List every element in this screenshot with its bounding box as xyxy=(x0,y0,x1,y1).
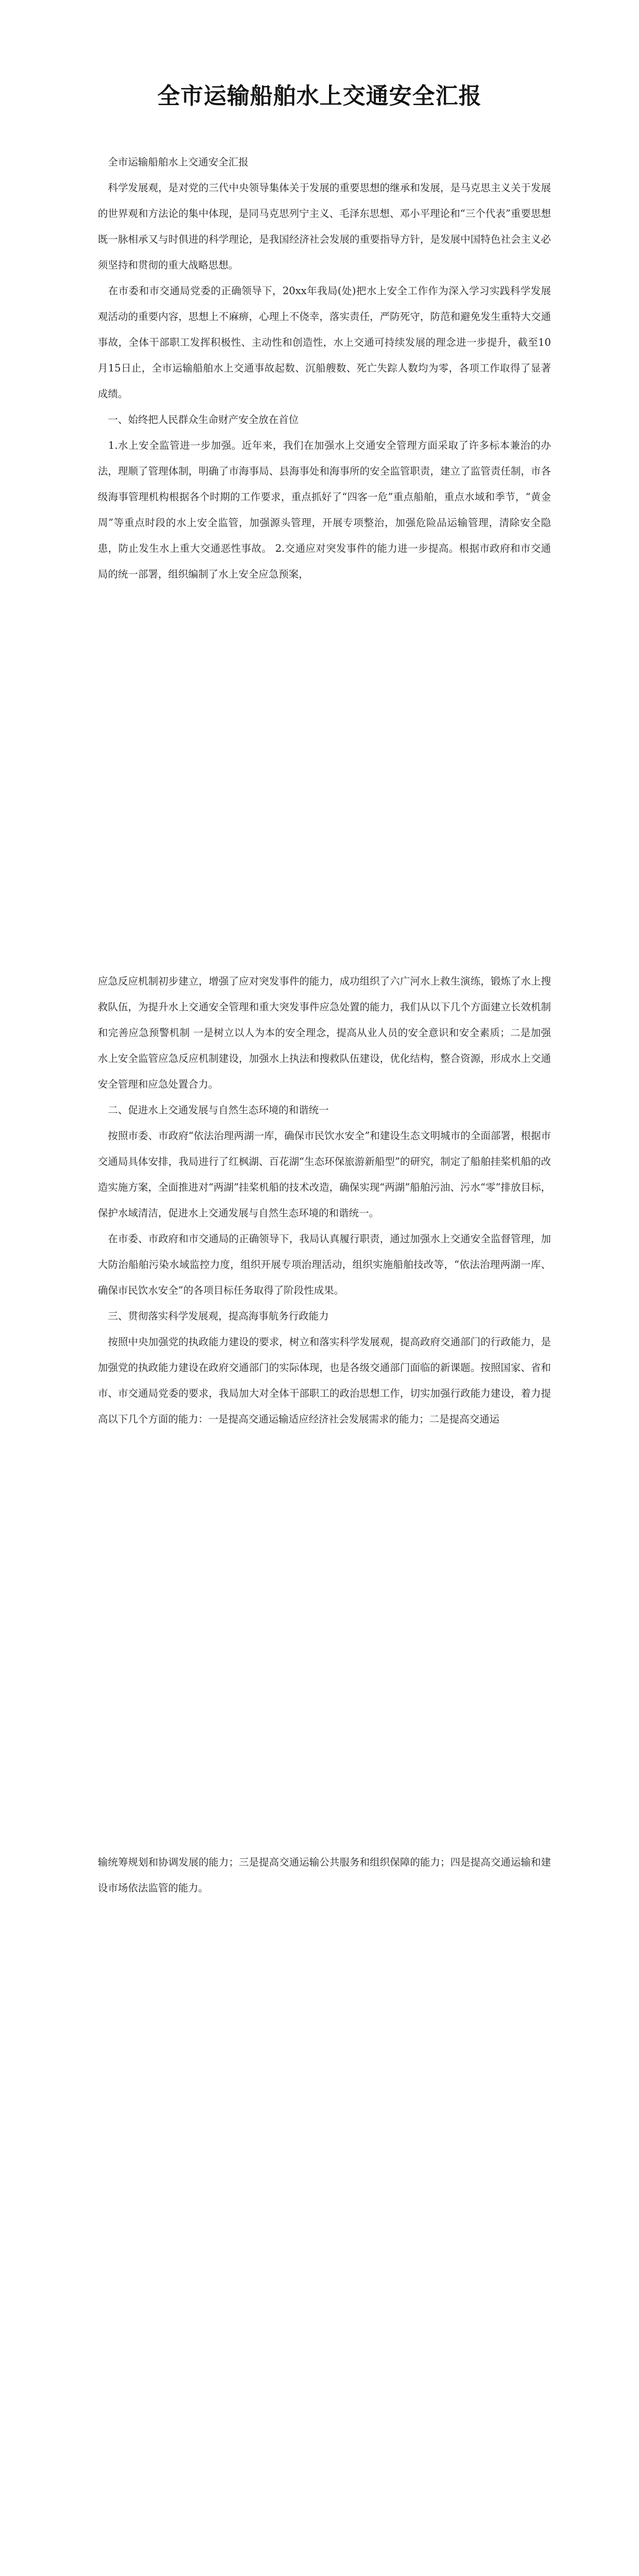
section-heading: 一、始终把人民群众生命财产安全放在首位 xyxy=(98,414,299,426)
paragraph: 应急反应机制初步建立，增强了应对突发事件的能力，成功组织了六广河水上救生演练，锻炼了水上搜救队伍，为提升水上交通安全管理和重大突发事件应急处置的能力，我们从以下几个方面建立长效机制和完善应急预警机制 一是树立以人为本的安全理念，提高从业人员的安全意识和安全素质；二是加强水上安全监管应急反应机制建设，加强水上执法和搜救队伍建设，优化结构，整合资源，形成水上交通安全管理和应急处置合力。 xyxy=(98,975,551,1090)
page-title: 全市运输船舶水上交通安全汇报 xyxy=(157,83,482,109)
paragraph: 按照中央加强党的执政能力建设的要求，树立和落实科学发展观，提高政府交通部门的行政能力，是加强党的执政能力建设在政府交通部门的实际体现，也是各级交通部门面临的新课题。按照国家、省和市、市交通局党委的要求，我局加大对全体干部职工的政治思想工作，切实加强行政能力建设，着力提高以下几个方面的能力：一是提高交通运输适应经济社会发展需求的能力；二是提高交通运 xyxy=(98,1336,551,1425)
document-body-section-1 xyxy=(98,149,551,587)
document-body-section-2 xyxy=(98,969,551,1432)
document-body-section-3 xyxy=(98,1850,551,1901)
paragraph: 按照市委、市政府“依法治理两湖一库，确保市民饮水安全”和建设生态文明城市的全面部署，根据市交通局具体安排，我局进行了红枫湖、百花湖“生态环保旅游新船型”的研究，制定了船舶挂桨机船的改造实施方案，全面推进对“两湖”挂桨机船的技术改造，确保实现“两湖”船舶污油、污水“零”排放目标，保护水域清洁，促进水上交通发展与自然生态环境的和谐统一。 xyxy=(98,1130,551,1219)
paragraph: 输统筹规划和协调发展的能力；三是提高交通运输公共服务和组织保障的能力；四是提高交通运输和建设市场依法监管的能力。 xyxy=(98,1856,551,1894)
paragraph: 1.水上安全监管进一步加强。近年来，我们在加强水上交通安全管理方面采取了许多标本兼治的办法，理顺了管理体制，明确了市海事局、县海事处和海事所的安全监管职责，建立了监管责任制，市各级海事管理机构根据各个时期的工作要求，重点抓好了“四客一危”重点船舶，重点水域和季节，“黄金周”等重点时段的水上安全监管，加强源头管理，开展专项整治，加强危险品运输管理，清除安全隐患，防止发生水上重大交通恶性事故。 2.交通应对突发事件的能力进一步提高。根据市政府和市交通局的统一部署，组织编制了水上安全应急预案， xyxy=(98,439,551,580)
paragraph: 在市委、市政府和市交通局的正确领导下，我局认真履行职责，通过加强水上交通安全监督管理，加大防治船舶污染水域监控力度，组织开展专项治理活动，组织实施船舶技改等，“依法治理两湖一库、确保市民饮水安全”的各项目标任务取得了阶段性成果。 xyxy=(98,1233,551,1296)
section-heading: 二、促进水上交通发展与自然生态环境的和谐统一 xyxy=(98,1104,329,1116)
paragraph: 在市委和市交通局党委的正确领导下，20xx年我局(处)把水上安全工作作为深入学习实践科学发展观活动的重要内容，思想上不麻痹，心理上不侥幸，落实责任，严防死守，防范和避免发生重特大交通事故，全体干部职工发挥积极性、主动性和创造性，水上交通可持续发展的理念进一步提升，截至10月15日止，全市运输船舶水上交通事故起数、沉船艘数、死亡失踪人数均为零，各项工作取得了显著成绩。 xyxy=(98,285,551,400)
paragraph: 全市运输船舶水上交通安全汇报 xyxy=(98,156,249,168)
paragraph: 科学发展观，是对党的三代中央领导集体关于发展的重要思想的继承和发展，是马克思主义关于发展的世界观和方法论的集中体现，是同马克思列宁主义、毛泽东思想、邓小平理论和“三个代表”重要思想既一脉相承又与时俱进的科学理论，是我国经济社会发展的重要指导方针，是发展中国特色社会主义必须坚持和贯彻的重大战略思想。 xyxy=(98,182,551,271)
section-heading: 三、贯彻落实科学发展观，提高海事航务行政能力 xyxy=(98,1310,329,1322)
